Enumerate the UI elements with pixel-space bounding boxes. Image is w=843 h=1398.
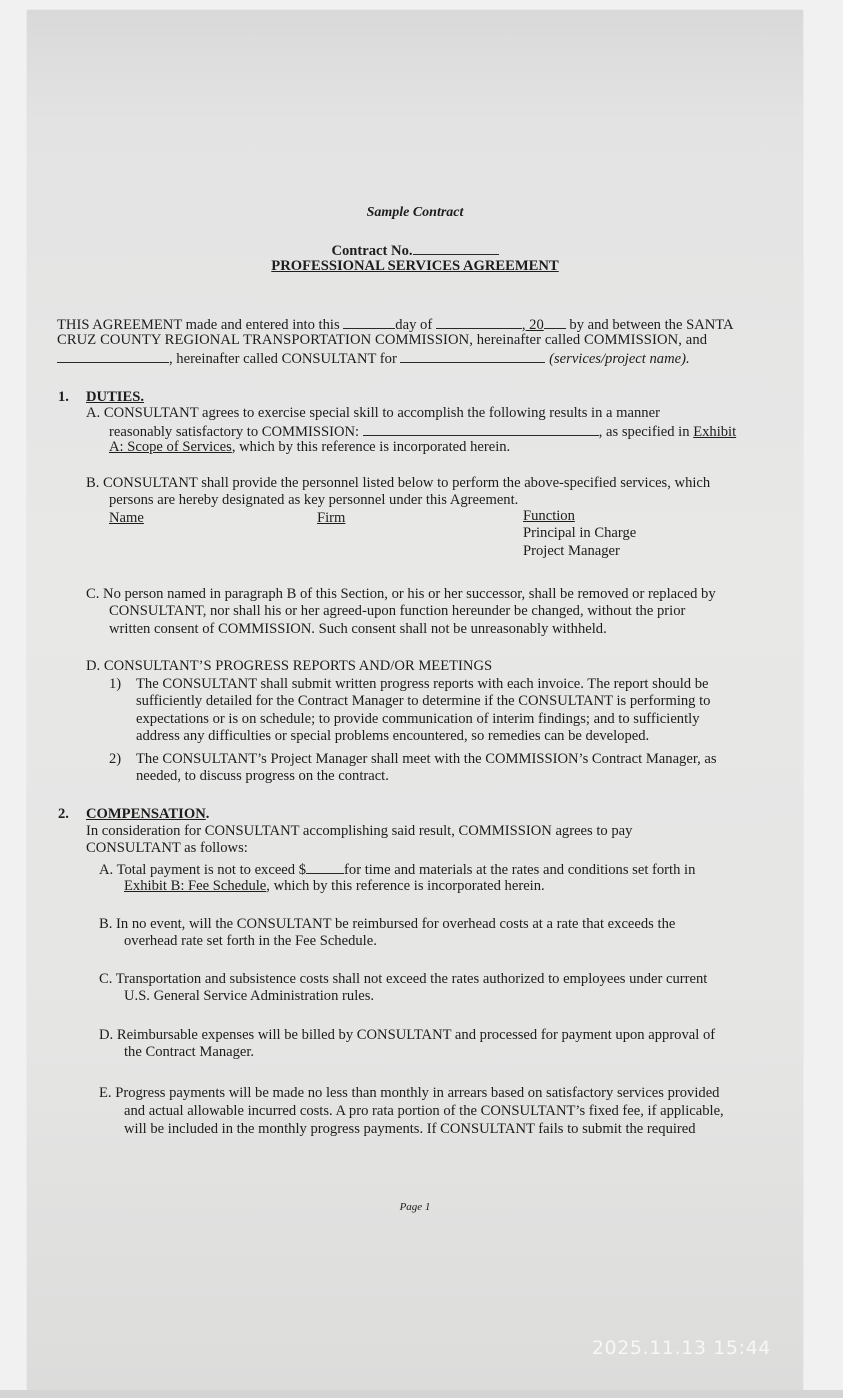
duties-a-as-specified: , as specified in — [598, 424, 690, 440]
duties-c-line-3: written consent of COMMISSION. Such consent shall not be unreasonably withheld. — [109, 621, 607, 637]
duties-d-item-1-line-3: expectations or is on schedule; to provide communication of interim findings; and to sufficiently — [136, 711, 700, 727]
duties-d-item-1-line-1: The CONSULTANT shall submit written progress reports with each invoice. The report should be — [136, 676, 709, 692]
consultant-name-blank — [57, 349, 169, 363]
compensation-a-incorporated: , which by this reference is incorporated herein. — [266, 878, 545, 894]
intro-year-prefix: , 20 — [521, 317, 544, 333]
duties-a-line-1: A. CONSULTANT agrees to exercise special skill to accomplish the following results in a manner — [86, 405, 660, 421]
duties-c-line-1: C. No person named in paragraph B of this Section, or his or her successor, shall be removed or replaced by — [86, 586, 716, 602]
intro-line-3 — [57, 349, 690, 368]
duties-heading: DUTIES. — [86, 389, 144, 405]
duties-d-item-2-line-1: The CONSULTANT’s Project Manager shall meet with the COMMISSION’s Contract Manager, as — [136, 751, 717, 767]
compensation-e-line-3: will be included in the monthly progress payments. If CONSULTANT fails to submit the required — [124, 1121, 696, 1137]
function-project-manager: Project Manager — [523, 543, 620, 559]
compensation-line-1: In consideration for CONSULTANT accomplishing said result, COMMISSION agrees to pay — [86, 823, 633, 839]
results-blank — [363, 422, 599, 436]
agreement-title: PROFESSIONAL SERVICES AGREEMENT — [271, 258, 559, 274]
compensation-line-2: CONSULTANT as follows: — [86, 840, 248, 856]
compensation-heading: COMPENSATION — [86, 806, 206, 822]
compensation-a-rates-text: for time and materials at the rates and conditions set forth in — [344, 862, 696, 878]
page-number: Page 1 — [399, 1201, 431, 1213]
document-page — [27, 10, 803, 1390]
compensation-a-line-2 — [124, 878, 545, 895]
compensation-c-line-2: U.S. General Service Administration rules. — [124, 988, 375, 1004]
personnel-col-firm: Firm — [317, 510, 346, 526]
section-2-number: 2. — [58, 806, 69, 822]
duties-b-line-2: persons are hereby designated as key personnel under this Agreement. — [109, 492, 519, 508]
personnel-col-function: Function — [523, 508, 575, 524]
duties-b-line-1: B. CONSULTANT shall provide the personnel listed below to perform the above-specified services, which — [86, 475, 711, 491]
screen-bottom-strip — [0, 1390, 843, 1398]
services-blank — [400, 349, 545, 363]
sample-contract-label: Sample Contract — [366, 205, 464, 220]
compensation-heading-dot: . — [205, 806, 210, 822]
duties-d-item-2-number: 2) — [109, 751, 122, 767]
duties-c-line-2: CONSULTANT, nor shall his or her agreed-upon function hereunder be changed, without the prior — [109, 603, 686, 619]
compensation-d-line-2: the Contract Manager. — [124, 1044, 255, 1060]
personnel-col-name: Name — [109, 510, 144, 526]
day-blank — [343, 315, 395, 329]
intro-by-and-between: by and between the SANTA — [569, 317, 734, 333]
services-project-name-label: (services/project name). — [549, 351, 690, 367]
duties-d-item-1-line-4: address any difficulties or special problems encountered, so remedies can be developed. — [136, 728, 650, 744]
section-1-number: 1. — [58, 389, 69, 405]
duties-a-line-3 — [109, 439, 510, 456]
contract-number-label: Contract No. — [331, 243, 413, 259]
photo-timestamp: 2025.11.13 15:44 — [591, 1337, 771, 1359]
year-blank — [544, 315, 566, 329]
month-blank — [436, 315, 522, 329]
function-principal-in-charge: Principal in Charge — [523, 525, 637, 541]
exhibit-a-scope-of-services: A: Scope of Services — [109, 439, 232, 455]
compensation-a-text: A. Total payment is not to exceed $ — [99, 862, 307, 878]
compensation-b-line-1: B. In no event, will the CONSULTANT be reimbursed for overhead costs at a rate that exceeds the — [99, 916, 676, 932]
exhibit-a-link-start: Exhibit — [693, 424, 737, 440]
intro-text: THIS AGREEMENT made and entered into this — [57, 317, 340, 333]
duties-d-heading: D. CONSULTANT’S PROGRESS REPORTS AND/OR MEETINGS — [86, 658, 493, 674]
compensation-a-line-1 — [99, 860, 695, 879]
compensation-c-line-1: C. Transportation and subsistence costs shall not exceed the rates authorized to employees under current — [99, 971, 708, 987]
exhibit-b-fee-schedule: Exhibit B: Fee Schedule — [124, 878, 267, 894]
contract-number-blank — [413, 241, 499, 255]
compensation-e-line-2: and actual allowable incurred costs. A pro rata portion of the CONSULTANT’s fixed fee, if applicable, — [124, 1103, 724, 1119]
duties-d-item-1-number: 1) — [109, 676, 122, 692]
duties-d-item-1-line-2: sufficiently detailed for the Contract Manager to determine if the CONSULTANT is performing to — [136, 693, 711, 709]
intro-consultant-text: , hereinafter called CONSULTANT for — [169, 351, 397, 367]
intro-line-2: CRUZ COUNTY REGIONAL TRANSPORTATION COMMISSION, hereinafter called COMMISSION, and — [57, 332, 708, 348]
total-payment-blank — [306, 860, 344, 874]
compensation-heading-line — [86, 806, 209, 823]
duties-a-incorporated: , which by this reference is incorporated herein. — [231, 439, 511, 455]
compensation-e-line-1: E. Progress payments will be made no less than monthly in arrears based on satisfactory services provided — [99, 1085, 720, 1101]
duties-d-item-2-line-2: needed, to discuss progress on the contract. — [136, 768, 389, 784]
duties-a-text: reasonably satisfactory to COMMISSION: — [109, 424, 360, 440]
compensation-d-line-1: D. Reimbursable expenses will be billed by CONSULTANT and processed for payment upon approval of — [99, 1027, 716, 1043]
compensation-b-line-2: overhead rate set forth in the Fee Schedule. — [124, 933, 377, 949]
intro-day-of: day of — [395, 317, 433, 333]
